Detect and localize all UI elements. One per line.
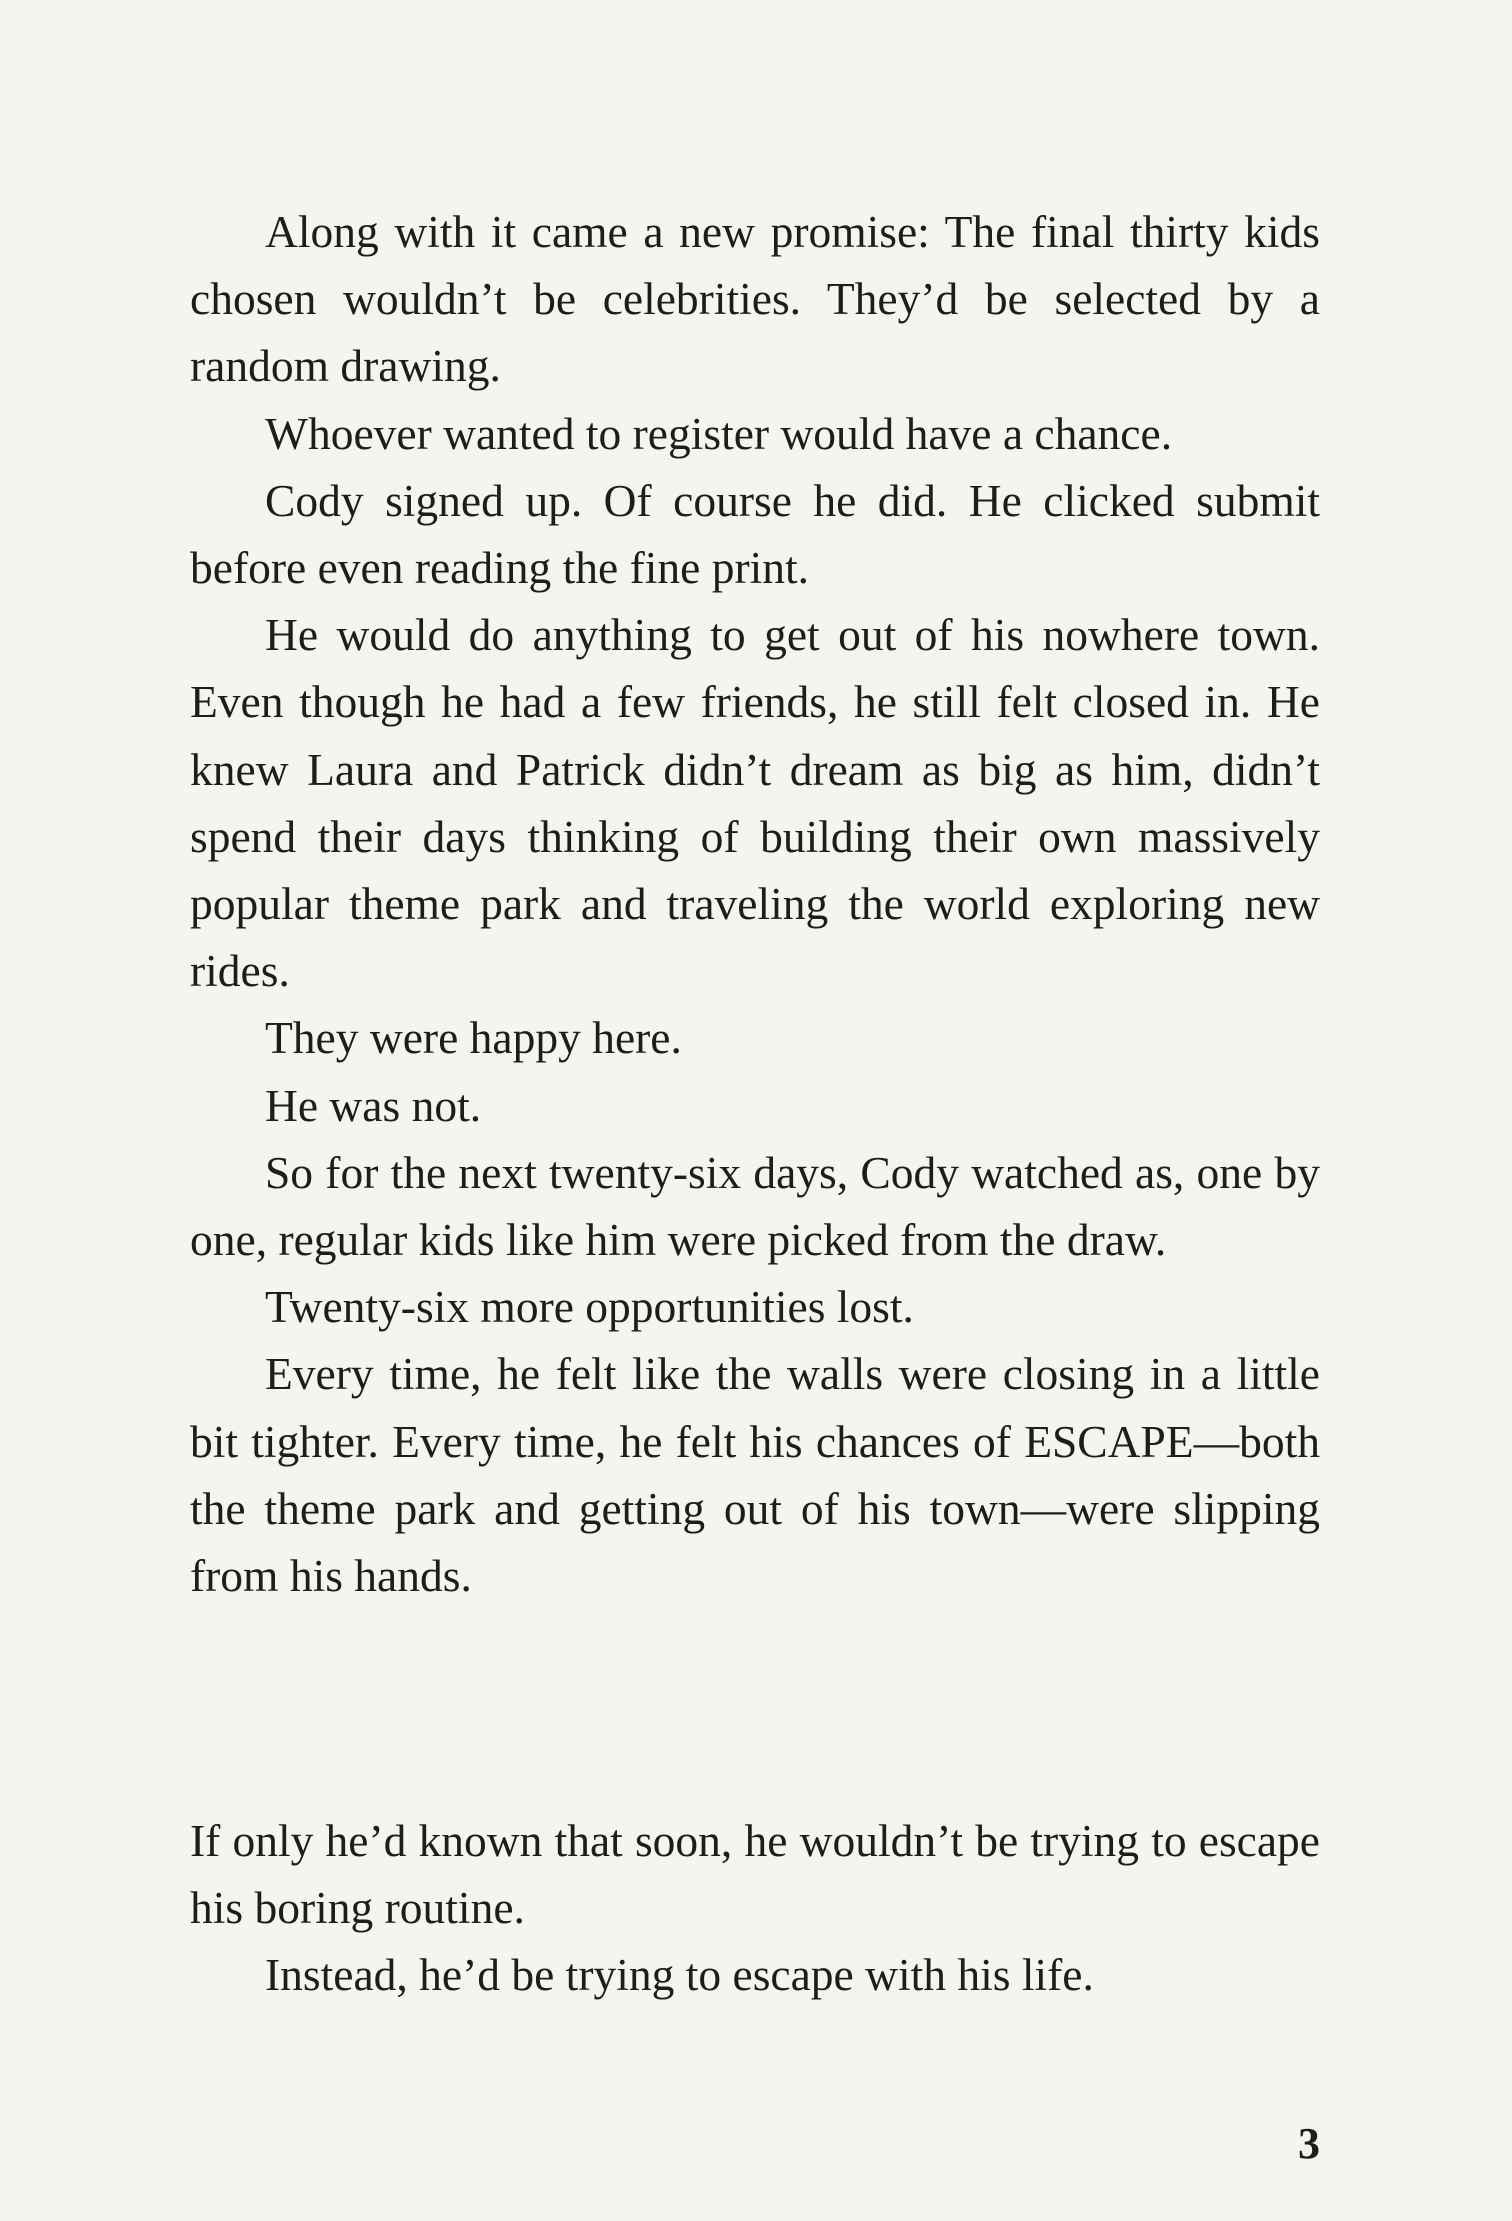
paragraph: Twenty-six more opportunities lost. <box>265 1281 914 1333</box>
paragraph: Whoever wanted to register would have a chance. <box>265 407 1173 459</box>
paragraph: They were happy here. <box>265 1012 682 1064</box>
paragraph: Every time, he felt like the walls were closing in a little bit tighter. Every time, he felt his chances of ESCAPE—both the theme park and getting out of his town—were slipping from his hands. <box>190 1348 1320 1602</box>
main-text-section <box>190 198 1320 1609</box>
paragraph: Instead, he’d be trying to escape with his life. <box>265 1949 1094 2001</box>
section-break-text <box>190 1807 1320 2009</box>
paragraph: So for the next twenty-six days, Cody watched as, one by one, regular kids like him were picked from the draw. <box>190 1146 1320 1266</box>
paragraph: He would do anything to get out of his nowhere town. Even though he had a few friends, he still felt closed in. He knew Laura and Patrick didn’t dream as big as him, didn’t spend their days thinking of building their own massively popular theme park and traveling the world exploring new rides. <box>190 609 1320 997</box>
paragraph: Cody signed up. Of course he did. He clicked submit before even reading the fine print. <box>190 474 1320 594</box>
paragraph: Along with it came a new promise: The final thirty kids chosen wouldn’t be celebrities. They’d be selected by a random drawing. <box>190 206 1320 392</box>
paragraph: If only he’d known that soon, he wouldn’t be trying to escape his boring routine. <box>190 1815 1320 1934</box>
paragraph: He was not. <box>265 1079 482 1131</box>
page-number: 3 <box>1298 2119 1320 2168</box>
